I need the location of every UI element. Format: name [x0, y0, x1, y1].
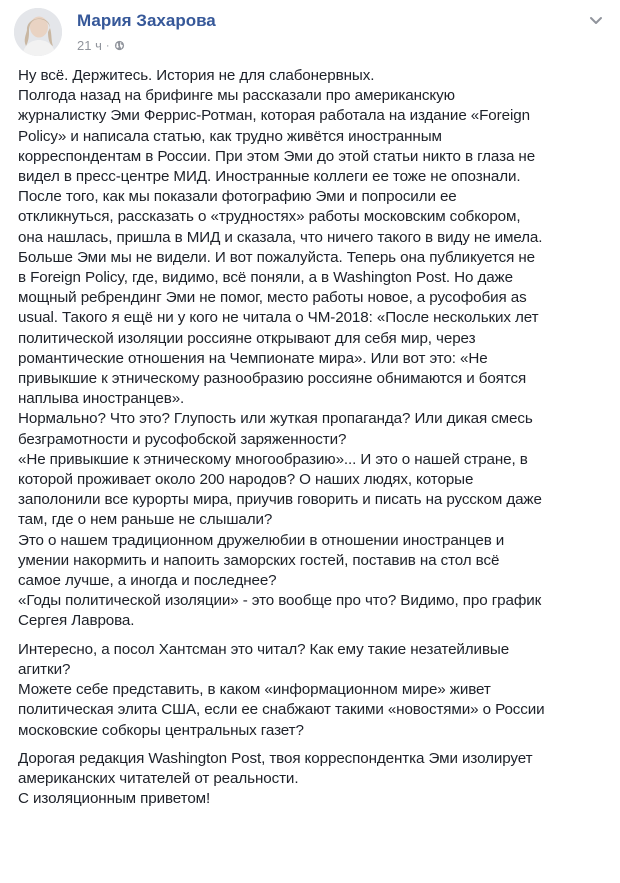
post-text-line: заполонили все курорты мира, приучив говорить и писать на русском даже: [18, 491, 542, 509]
meta-separator: ·: [105, 39, 110, 52]
post-meta: [77, 38, 125, 53]
post-text-line: привыкшие к этническому разнообразию россияне обнимаются и боятся: [18, 370, 527, 388]
post-text-line: После того, как мы показали фотографию Эми и попросили ее: [18, 188, 457, 206]
chevron-down-icon[interactable]: [588, 12, 604, 28]
post-text-line: корреспондентам в России. При этом Эми до этой статьи никто в глаза не: [18, 147, 536, 165]
post-text-line: Полгода назад на брифинге мы рассказали про американскую: [18, 87, 455, 105]
post-text-line: Сергея Лаврова.: [18, 612, 135, 630]
post-text-line: мощный ребрендинг Эми не помог, место работы новое, а русофобия as: [18, 289, 527, 307]
post-text-line: политическая элита США, если ее снабжают такими «новостями» о России: [18, 701, 545, 719]
post-text-line: С изоляционным приветом!: [18, 790, 211, 808]
post-text-line: наплыва иностранцев».: [18, 390, 185, 408]
post-text-line: журналистку Эми Феррис-Ротман, которая работала на издание «Foreign: [18, 107, 530, 125]
post-text-line: московские собкоры центральных газет?: [18, 721, 304, 739]
post-text-line: Можете себе представить, в каком «информационном мире» живет: [18, 681, 491, 699]
post-text-line: Policy» и написала статью, как трудно живётся иностранным: [18, 127, 442, 145]
post-text-line: Нормально? Что это? Глупость или жуткая пропаганда? Или дикая смесь: [18, 410, 533, 428]
post-header: [14, 8, 604, 58]
post-text-line: которой проживает около 200 народов? О наших людях, которые: [18, 471, 474, 489]
post-text-line: Это о нашем традиционном дружелюбии в отношении иностранцев и: [18, 531, 505, 549]
post-text-line: агитки?: [18, 660, 71, 678]
post-text-line: политической изоляции россияне открывают для себя мир, через: [18, 329, 476, 347]
post-text-line: она нашлась, пришла в МИД и сказала, что ничего такого в виду не имела.: [18, 228, 543, 246]
post-text-line: романтические отношения на Чемпионате мира». Или вот это: «Не: [18, 349, 488, 367]
post-text-line: самое лучше, а иногда и последнее?: [18, 572, 277, 590]
post-text-line: откликнуться, рассказать о «трудностях» работы московским собкором,: [18, 208, 521, 226]
post-text-line: безграмотности и русофобской заряженности?: [18, 430, 347, 448]
post-paragraph: [18, 749, 606, 810]
profile-photo: [14, 8, 62, 56]
post-paragraph: [18, 640, 606, 741]
post-text-line: умении накормить и напоить заморских гостей, поставив на стол всё: [18, 551, 500, 569]
post-text-line: видел в пресс-центре МИД. Иностранные коллеги ее тоже не опознали.: [18, 168, 521, 186]
post-text-line: там, где о нем раньше не слышали?: [18, 511, 273, 529]
author-name[interactable]: Мария Захарова: [77, 11, 216, 30]
post-paragraph: [18, 66, 606, 632]
post-text-line: «Не привыкшие к этническому многообразию»... И это о нашей стране, в: [18, 450, 528, 468]
post-text-line: Интересно, а посол Хантсман это читал? Как ему такие незатейливые: [18, 640, 510, 658]
post-text-line: «Годы политической изоляции» - это вообще про что? Видимо, про график: [18, 592, 542, 610]
post-text-line: американских читателей от реальности.: [18, 769, 299, 787]
post-text-line: usual. Такого я ещё ни у кого не читала о ЧМ-2018: «После нескольких лет: [18, 309, 539, 327]
post-timestamp[interactable]: 21 ч: [77, 38, 102, 53]
post-text: [18, 66, 606, 809]
post-text-line: в Foreign Policy, где, видимо, всё поняли, а в Washington Post. Но даже: [18, 269, 513, 287]
avatar[interactable]: [14, 8, 62, 56]
post-text-line: Ну всё. Держитесь. История не для слабонервных.: [18, 67, 375, 84]
post-text-line: Дорогая редакция Washington Post, твоя корреспондентка Эми изолирует: [18, 749, 533, 767]
globe-icon[interactable]: [114, 40, 125, 51]
post-text-line: Больше Эми мы не видели. И вот пожалуйста. Теперь она публикуется не: [18, 248, 536, 266]
